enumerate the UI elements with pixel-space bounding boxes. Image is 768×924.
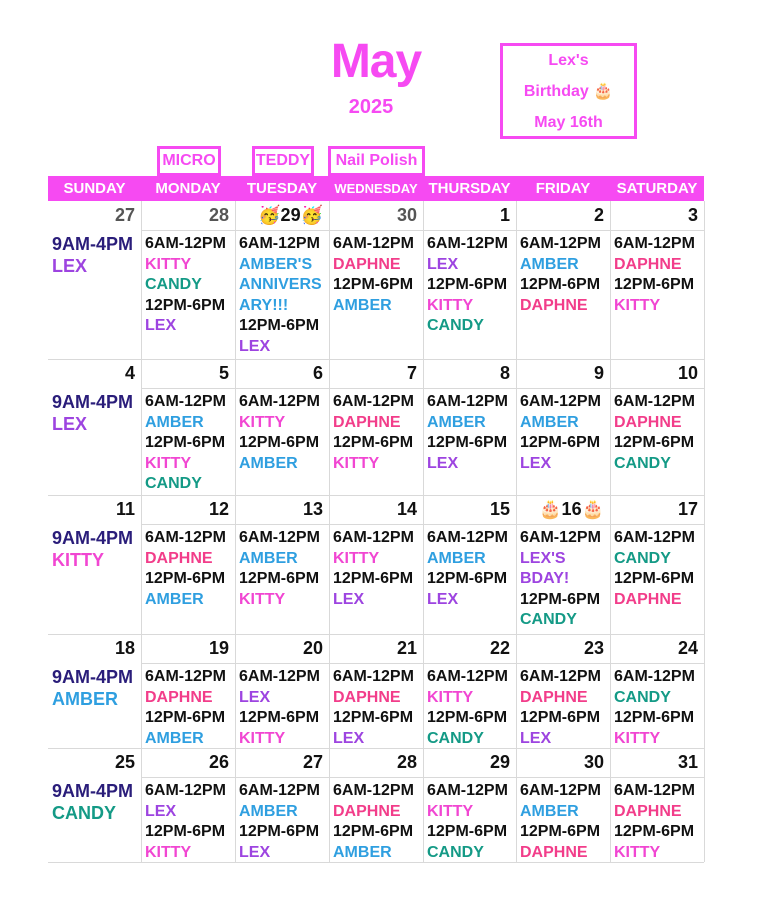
date-number: 3 <box>687 205 698 225</box>
staff-name: KITTY <box>427 802 474 820</box>
staff-name: AMBER <box>520 802 579 820</box>
day-cell <box>614 234 695 316</box>
shift-time: 6AM-12PM <box>520 668 601 685</box>
shift-time: 12PM-6PM <box>614 823 695 841</box>
date-number: 2 <box>593 205 604 225</box>
day-cell <box>333 667 414 749</box>
day-cell <box>145 781 226 863</box>
sunday-shift <box>52 391 133 435</box>
date-number: 10 <box>677 363 698 383</box>
date-number: 28 <box>396 752 417 772</box>
day-cell <box>614 667 695 749</box>
shift-time: 9AM-4PM <box>52 667 134 687</box>
shift-time: 6AM-12PM <box>333 668 414 685</box>
shift-time: 12PM-6PM <box>239 709 320 727</box>
grid-divider <box>48 634 704 635</box>
shift-time: 9AM-4PM <box>52 392 134 412</box>
shift-time: 9AM-4PM <box>52 528 134 548</box>
shift-time: 12PM-6PM <box>427 570 508 588</box>
day-cell <box>239 392 320 474</box>
birthday-note <box>500 43 637 139</box>
staff-name: LEX <box>52 256 88 276</box>
shift-time: 12PM-6PM <box>333 570 414 588</box>
day-header-saturday: SATURDAY <box>616 180 698 197</box>
date-number: 21 <box>396 638 417 658</box>
day-cell <box>614 392 695 474</box>
shift-time: 6AM-12PM <box>239 393 320 410</box>
day-cell <box>333 234 414 316</box>
day-cell <box>520 667 601 749</box>
staff-name: AMBER <box>239 454 298 472</box>
shift-time: 6AM-12PM <box>520 235 601 252</box>
staff-name: KITTY <box>239 729 286 747</box>
staff-name: AMBER <box>239 549 298 567</box>
staff-name: AMBER <box>145 729 204 747</box>
shift-time: 6AM-12PM <box>333 235 414 252</box>
date-number: 8 <box>499 363 510 383</box>
staff-name: DAPHNE <box>333 413 401 431</box>
shift-time: 12PM-6PM <box>427 823 508 841</box>
staff-name: CANDY <box>614 688 671 706</box>
date-number: 12 <box>208 499 229 519</box>
day-header-thursday: THURSDAY <box>428 180 511 197</box>
day-cell <box>145 528 226 610</box>
day-cell <box>333 781 414 863</box>
shift-time: 12PM-6PM <box>614 434 695 452</box>
shift-time: 6AM-12PM <box>239 668 320 685</box>
shift-time: 12PM-6PM <box>145 570 226 588</box>
shift-time: 12PM-6PM <box>427 276 508 294</box>
staff-name: CANDY <box>427 729 484 747</box>
date-number: 24 <box>677 638 698 658</box>
shift-time: 12PM-6PM <box>333 276 414 294</box>
staff-name: AMBER <box>333 843 392 861</box>
shift-time: 12PM-6PM <box>520 434 601 452</box>
shift-time: 12PM-6PM <box>520 823 601 841</box>
staff-name: LEX <box>427 255 459 273</box>
shift-time: 12PM-6PM <box>239 317 320 335</box>
day-cell <box>427 234 508 337</box>
shift-time: 12PM-6PM <box>520 590 601 608</box>
shift-time: 6AM-12PM <box>427 668 508 685</box>
staff-name: LEX <box>333 590 365 608</box>
day-cell <box>239 781 320 863</box>
week-note-teddy: TEDDY <box>252 146 314 176</box>
shift-time: 12PM-6PM <box>145 434 226 452</box>
staff-name: KITTY <box>52 550 104 570</box>
staff-name: LEX <box>239 337 271 355</box>
date-number: 29 <box>489 752 510 772</box>
sunday-shift <box>52 527 133 571</box>
day-cell <box>427 392 508 474</box>
date-number: 20 <box>302 638 323 658</box>
month-title: May <box>330 35 422 88</box>
staff-name: CANDY <box>614 549 671 567</box>
grid-divider <box>141 388 704 389</box>
grid-divider <box>141 524 704 525</box>
date-number: 14 <box>396 499 417 519</box>
shift-time: 6AM-12PM <box>145 782 226 799</box>
staff-name: CANDY <box>614 454 671 472</box>
staff-name: LEX <box>239 843 271 861</box>
shift-time: 6AM-12PM <box>427 393 508 410</box>
date-number: 31 <box>677 752 698 772</box>
date-number: 7 <box>406 363 417 383</box>
date-number: 15 <box>489 499 510 519</box>
week-note-micro: MICRO <box>157 146 221 176</box>
day-cell <box>520 781 601 863</box>
date-number: 30 <box>583 752 604 772</box>
staff-name: CANDY <box>145 276 202 294</box>
staff-name: ANNIVERS <box>239 276 322 294</box>
shift-time: 12PM-6PM <box>333 434 414 452</box>
staff-name: DAPHNE <box>614 590 682 608</box>
staff-name: KITTY <box>239 590 286 608</box>
weekday-header <box>48 176 704 201</box>
shift-time: 6AM-12PM <box>427 782 508 799</box>
grid-divider <box>704 201 705 862</box>
shift-time: 12PM-6PM <box>333 823 414 841</box>
date-number: 4 <box>124 363 135 383</box>
shift-time: 12PM-6PM <box>239 570 320 588</box>
shift-time: 12PM-6PM <box>145 823 226 841</box>
day-cell <box>520 234 601 316</box>
shift-time: 12PM-6PM <box>427 709 508 727</box>
staff-name: AMBER <box>427 549 486 567</box>
staff-name: KITTY <box>427 296 474 314</box>
day-cell <box>239 528 320 610</box>
date-number: 28 <box>208 205 229 225</box>
staff-name: AMBER <box>520 255 579 273</box>
shift-time: 12PM-6PM <box>239 434 320 452</box>
date-number: 19 <box>208 638 229 658</box>
shift-time: 6AM-12PM <box>239 782 320 799</box>
staff-name: AMBER'S <box>239 255 313 273</box>
staff-name: DAPHNE <box>145 688 213 706</box>
staff-name: AMBER <box>145 590 204 608</box>
day-cell <box>239 234 322 358</box>
shift-time: 6AM-12PM <box>427 235 508 252</box>
day-header-tuesday: TUESDAY <box>246 180 318 197</box>
staff-name: AMBER <box>145 413 204 431</box>
date-number: 17 <box>677 499 698 519</box>
staff-name: CANDY <box>145 475 202 493</box>
sunday-shift <box>52 233 133 277</box>
staff-name: KITTY <box>614 843 661 861</box>
staff-name: KITTY <box>145 843 192 861</box>
shift-time: 6AM-12PM <box>333 393 414 410</box>
day-header-sunday: SUNDAY <box>63 180 126 197</box>
shift-time: 6AM-12PM <box>145 529 226 546</box>
shift-time: 6AM-12PM <box>614 235 695 252</box>
staff-name: LEX <box>239 688 271 706</box>
staff-name: KITTY <box>145 454 192 472</box>
staff-name: LEX <box>520 454 552 472</box>
shift-time: 12PM-6PM <box>145 296 226 314</box>
date-number: 🥳29🥳 <box>258 205 323 225</box>
sunday-shift <box>52 780 133 824</box>
staff-name: DAPHNE <box>333 802 401 820</box>
staff-name: AMBER <box>52 689 118 709</box>
day-cell <box>145 392 226 495</box>
shift-time: 12PM-6PM <box>614 276 695 294</box>
grid-divider <box>141 663 704 664</box>
staff-name: DAPHNE <box>614 413 682 431</box>
staff-name: KITTY <box>614 729 661 747</box>
date-number: 6 <box>312 363 323 383</box>
staff-name: KITTY <box>614 296 661 314</box>
date-number: 30 <box>396 205 417 225</box>
shift-time: 6AM-12PM <box>427 529 508 546</box>
day-cell <box>427 528 508 610</box>
sunday-shift <box>52 666 133 710</box>
day-cell <box>333 528 414 610</box>
shift-time: 12PM-6PM <box>239 823 320 841</box>
staff-name: CANDY <box>427 843 484 861</box>
staff-name: DAPHNE <box>333 255 401 273</box>
day-cell <box>520 528 601 631</box>
staff-name: LEX <box>145 802 177 820</box>
date-number: 22 <box>489 638 510 658</box>
staff-name: DAPHNE <box>614 802 682 820</box>
staff-name: LEX <box>333 729 365 747</box>
staff-name: KITTY <box>427 688 474 706</box>
staff-name: AMBER <box>427 413 486 431</box>
staff-name: KITTY <box>239 413 286 431</box>
week-note-nail-polish: Nail Polish <box>328 146 425 176</box>
staff-name: CANDY <box>520 611 577 629</box>
shift-time: 6AM-12PM <box>614 393 695 410</box>
staff-name: KITTY <box>333 454 380 472</box>
shift-time: 12PM-6PM <box>520 709 601 727</box>
shift-time: 9AM-4PM <box>52 234 134 254</box>
staff-name: AMBER <box>520 413 579 431</box>
staff-name: KITTY <box>333 549 380 567</box>
grid-divider <box>141 777 704 778</box>
staff-name: ARY!!! <box>239 296 289 314</box>
date-number: 9 <box>593 363 604 383</box>
birthday-note-line: May 16th <box>534 113 603 131</box>
date-number: 27 <box>114 205 135 225</box>
staff-name: LEX <box>145 317 177 335</box>
day-header-monday: MONDAY <box>155 180 221 197</box>
grid-divider <box>141 230 704 231</box>
shift-time: 6AM-12PM <box>239 235 320 252</box>
day-cell <box>520 392 601 474</box>
staff-name: CANDY <box>52 803 117 823</box>
staff-name: AMBER <box>333 296 392 314</box>
date-number: 13 <box>302 499 323 519</box>
day-cell <box>145 667 226 749</box>
shift-time: 12PM-6PM <box>427 434 508 452</box>
shift-time: 6AM-12PM <box>520 393 601 410</box>
staff-name: DAPHNE <box>520 296 588 314</box>
day-cell <box>239 667 320 749</box>
date-number: 5 <box>218 363 229 383</box>
shift-time: 6AM-12PM <box>145 393 226 410</box>
shift-time: 6AM-12PM <box>145 235 226 252</box>
shift-time: 12PM-6PM <box>145 709 226 727</box>
day-header-friday: FRIDAY <box>535 180 591 197</box>
grid-divider <box>48 359 704 360</box>
staff-name: LEX <box>520 729 552 747</box>
shift-time: 6AM-12PM <box>614 782 695 799</box>
shift-time: 6AM-12PM <box>520 782 601 799</box>
staff-name: DAPHNE <box>520 688 588 706</box>
shift-time: 12PM-6PM <box>614 570 695 588</box>
shift-time: 12PM-6PM <box>333 709 414 727</box>
year-label: 2025 <box>348 96 394 118</box>
shift-time: 12PM-6PM <box>614 709 695 727</box>
staff-name: DAPHNE <box>614 255 682 273</box>
shift-time: 12PM-6PM <box>520 276 601 294</box>
grid-divider <box>48 495 704 496</box>
day-cell <box>427 667 508 749</box>
staff-name: DAPHNE <box>333 688 401 706</box>
day-cell <box>614 528 695 610</box>
date-number: 27 <box>302 752 323 772</box>
shift-time: 6AM-12PM <box>333 529 414 546</box>
date-number: 23 <box>583 638 604 658</box>
staff-name: KITTY <box>145 255 192 273</box>
day-cell <box>333 392 414 474</box>
date-number: 25 <box>114 752 135 772</box>
birthday-note-line: Lex's <box>548 51 589 69</box>
shift-time: 6AM-12PM <box>614 668 695 685</box>
shift-time: 6AM-12PM <box>145 668 226 685</box>
shift-time: 9AM-4PM <box>52 781 134 801</box>
staff-name: AMBER <box>239 802 298 820</box>
shift-time: 6AM-12PM <box>239 529 320 546</box>
date-number: 18 <box>114 638 135 658</box>
day-cell <box>614 781 695 863</box>
day-cell <box>427 781 508 863</box>
date-number: 11 <box>115 499 135 519</box>
staff-name: LEX <box>427 590 459 608</box>
date-number: 1 <box>499 205 510 225</box>
shift-time: 6AM-12PM <box>333 782 414 799</box>
date-number: 🎂16🎂 <box>539 499 604 519</box>
date-number: 26 <box>208 752 229 772</box>
staff-name: LEX <box>427 454 459 472</box>
day-header-wednesday: WEDNESDAY <box>334 181 418 196</box>
staff-name: LEX'S <box>520 549 566 567</box>
shift-time: 6AM-12PM <box>520 529 601 546</box>
staff-name: DAPHNE <box>145 549 213 567</box>
staff-name: LEX <box>52 414 88 434</box>
day-cell <box>145 234 226 337</box>
staff-name: BDAY! <box>520 570 570 588</box>
staff-name: DAPHNE <box>520 843 588 861</box>
staff-name: CANDY <box>427 317 484 335</box>
birthday-note-line: Birthday 🎂 <box>523 82 614 100</box>
shift-time: 6AM-12PM <box>614 529 695 546</box>
